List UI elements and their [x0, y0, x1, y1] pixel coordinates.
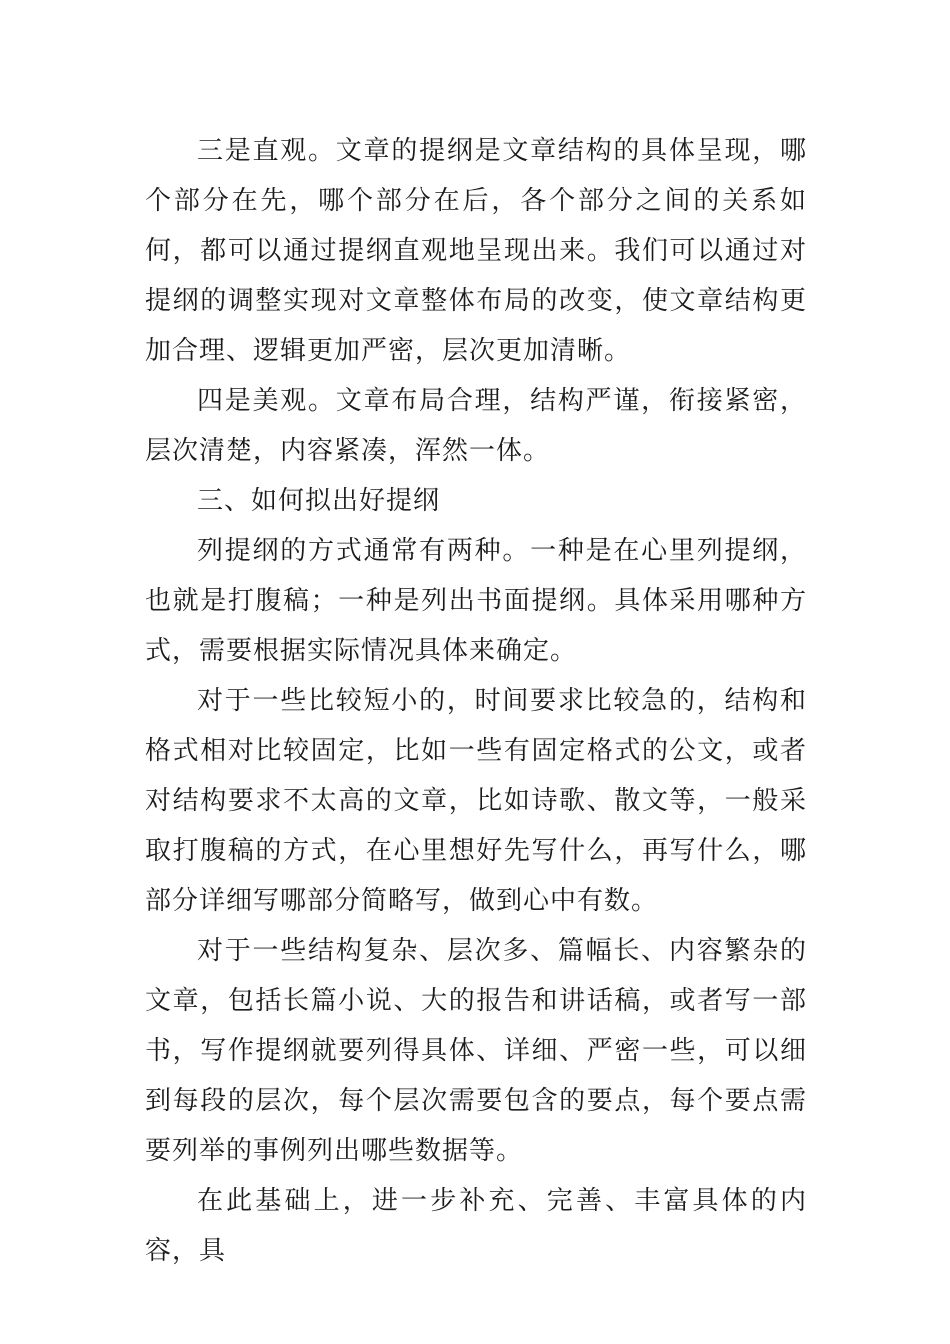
document-body: [145, 126, 807, 1276]
paragraph-further-refinement: 在此基础上，进一步补充、完善、丰富具体的内容，具: [145, 1186, 807, 1266]
paragraph-outline-methods: 列提纲的方式通常有两种。一种是在心里列提纲，也就是打腹稿；一种是列出书面提纲。具体采用哪种方式，需要根据实际情况具体来确定。: [145, 536, 807, 666]
paragraph-short-articles: 对于一些比较短小的，时间要求比较急的，结构和格式相对比较固定，比如一些有固定格式的公文，或者对结构要求不太高的文章，比如诗歌、散文等，一般采取打腹稿的方式，在心里想好先写什么，再写什么，哪部分详细写哪部分简略写，做到心中有数。: [145, 686, 807, 916]
section-heading: 三、如何拟出好提纲: [197, 486, 441, 516]
paragraph-aesthetic: 四是美观。文章布局合理，结构严谨，衔接紧密，层次清楚，内容紧凑，浑然一体。: [145, 386, 807, 466]
paragraph-intuitive: 三是直观。文章的提纲是文章结构的具体呈现，哪个部分在先，哪个部分在后，各个部分之间的关系如何，都可以通过提纲直观地呈现出来。我们可以通过对提纲的调整实现对文章整体布局的改变，使文章结构更加合理、逻辑更加严密，层次更加清晰。: [145, 136, 807, 366]
paragraph-complex-articles: 对于一些结构复杂、层次多、篇幅长、内容繁杂的文章，包括长篇小说、大的报告和讲话稿，或者写一部书，写作提纲就要列得具体、详细、严密一些，可以细到每段的层次，每个层次需要包含的要点，每个要点需要列举的事例列出哪些数据等。: [145, 936, 807, 1166]
